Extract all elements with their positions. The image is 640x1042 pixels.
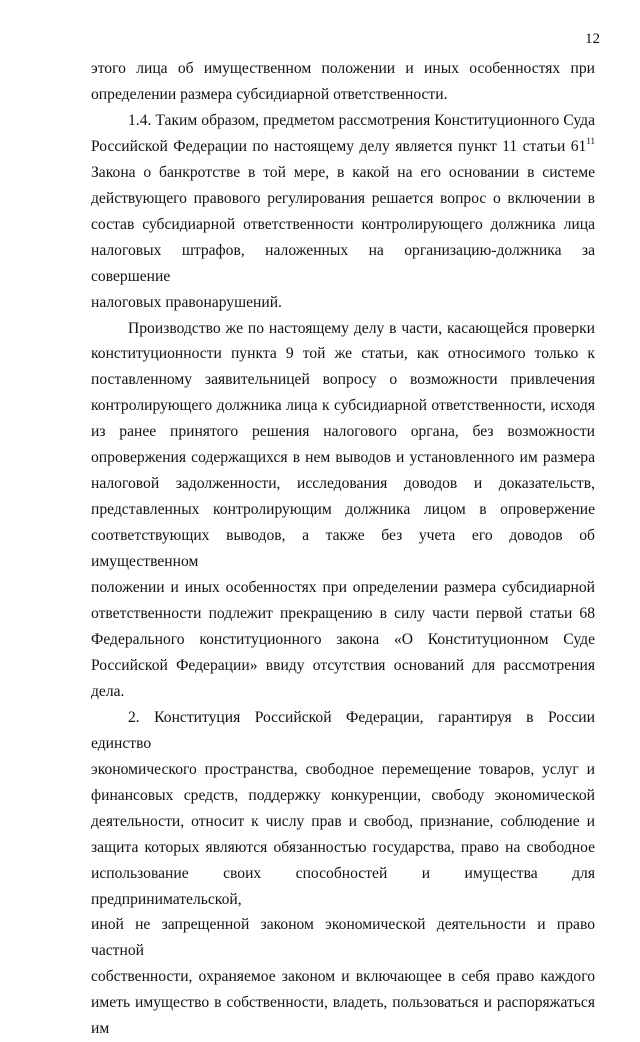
text-line: 2. Конституция Российской Федерации, гарантируя в России единство	[91, 708, 595, 752]
text-line: финансовых средств, поддержку конкуренции, свободу экономической	[91, 786, 595, 804]
text-line: действующего правового регулирования решается вопрос о включении в	[91, 189, 595, 207]
text-line: опровержения содержащихся в нем выводов и установленного им размера	[91, 449, 595, 467]
superscript-marker: 11	[586, 135, 595, 146]
text-line: контролирующего должника лица к субсидиарной ответственности, исходя	[91, 397, 595, 415]
text-line: 1.4. Таким образом, предметом рассмотрения Конституционного Суда	[128, 111, 595, 129]
paragraph-2	[91, 705, 595, 1042]
text-line: Федерального конституционного закона «О Конституционном Суде	[91, 630, 595, 648]
text-line: поставленному заявительницей вопросу о возможности привлечения	[91, 371, 595, 389]
text-line: Производство же по настоящему делу в части, касающейся проверки	[128, 319, 595, 337]
text-line: экономического пространства, свободное перемещение товаров, услуг и	[91, 760, 595, 778]
text-line: состав субсидиарной ответственности контролирующего должника лица	[91, 215, 595, 233]
text-line: Российской Федерации по настоящему делу является пункт 11 статьи 61	[91, 137, 587, 155]
text-line: защита которых являются обязанностью государства, право на свободное	[91, 838, 595, 856]
paragraph-proceedings	[91, 316, 595, 705]
text-line: представленных контролирующим должника лицом в опровержение	[91, 501, 595, 519]
text-line: конституционности пункта 9 той же статьи, как относимого только к	[91, 345, 595, 363]
paragraph-1-4	[91, 108, 595, 316]
text-line: Закона о банкротстве в той мере, в какой на его основании в системе	[91, 163, 595, 181]
text-line-with-footnote	[91, 134, 595, 160]
text-line: этого лица об имущественном положении и иных особенностях при	[91, 60, 595, 77]
text-line: определении размера субсидиарной ответственности.	[91, 85, 448, 103]
document-body	[91, 56, 595, 1042]
text-line: собственности, охраняемое законом и включающее в себя право каждого	[91, 968, 595, 986]
text-line: Российской Федерации» ввиду отсутствия оснований для рассмотрения дела.	[91, 656, 595, 700]
text-line: из ранее принятого решения налогового органа, без возможности	[91, 423, 595, 441]
text-line: использование своих способностей и имущества для предпринимательской,	[91, 864, 595, 908]
page-number: 12	[585, 31, 600, 47]
text-line: иной не запрещенной законом экономической деятельности и право частной	[91, 916, 595, 960]
text-line: деятельности, относит к числу прав и свобод, признание, соблюдение и	[91, 812, 595, 830]
text-line: иметь имущество в собственности, владеть, пользоваться и распоряжаться им	[91, 994, 595, 1038]
paragraph-continuation	[91, 56, 595, 108]
text-line: налоговых штрафов, наложенных на организацию-должника за совершение	[91, 241, 595, 285]
text-line: соответствующих выводов, а также без учета его доводов об имущественном	[91, 527, 595, 571]
text-line: налоговой задолженности, исследования доводов и доказательств,	[91, 475, 595, 493]
text-line: налоговых правонарушений.	[91, 293, 282, 311]
text-line: ответственности подлежит прекращению в силу части первой статьи 68	[91, 605, 595, 623]
text-line: положении и иных особенностях при определении размера субсидиарной	[91, 579, 595, 597]
